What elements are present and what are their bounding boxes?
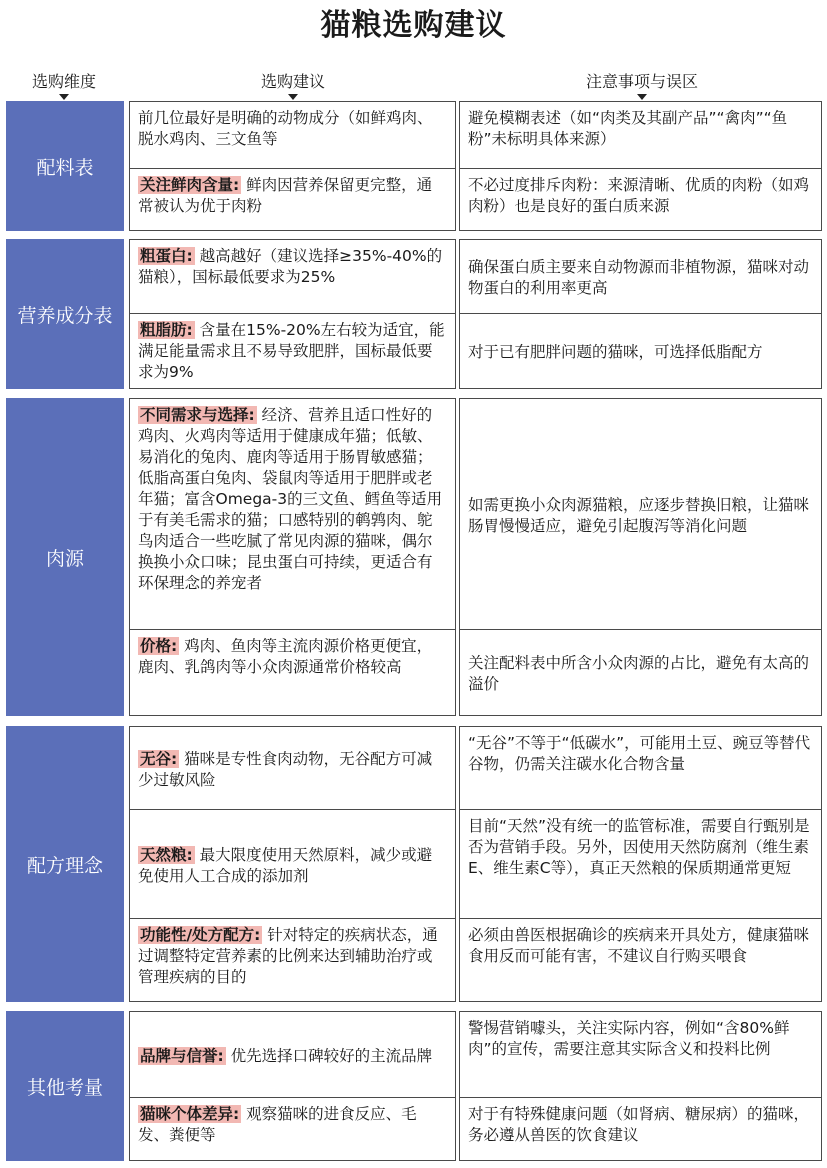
down-arrow-icon — [288, 94, 298, 100]
header-advice — [132, 70, 454, 94]
note-text: 不必过度排斥肉粉：来源清晰、优质的肉粉（如鸡肉粉）也是良好的蛋白质来源 — [468, 176, 810, 215]
highlight-label: 功能性/处方配方: — [140, 926, 261, 944]
note-cell — [459, 313, 822, 389]
note-text: 确保蛋白质主要来自动物源而非植物源，猫咪对动物蛋白的利用率更高 — [468, 258, 810, 297]
highlight-label: 不同需求与选择: — [140, 406, 255, 424]
advice-text: 猫咪是专性食肉动物，无谷配方可减少过敏风险 — [138, 749, 433, 789]
highlight-label: 粗脂肪: — [140, 321, 193, 339]
note-text: 警惕营销噱头，关注实际内容，例如“含80%鲜肉”的宣传，需要注意其实际含义和投料比例 — [468, 1019, 790, 1058]
highlight-label: 粗蛋白: — [140, 247, 193, 265]
note-cell — [459, 398, 822, 631]
note-cell — [459, 101, 822, 170]
advice-text: 优先选择口碑较好的主流品牌 — [225, 1046, 433, 1065]
advice-text: 针对特定的疾病状态，通过调整特定营养素的比例来达到辅助治疗或管理疾病的目的 — [138, 926, 438, 986]
note-cell — [459, 239, 822, 315]
highlight-label: 天然粮: — [140, 845, 193, 864]
category-ingredients: 配料表 — [6, 101, 124, 231]
header-dimension — [8, 70, 120, 94]
note-cell — [459, 918, 822, 1002]
advice-text: 越高越好（建议选择≥35%-40%的猫粮），国标最低要求为25% — [138, 247, 443, 286]
note-cell — [459, 629, 822, 716]
advice-cell — [129, 398, 456, 631]
header-advice-label: 选购建议 — [260, 72, 325, 91]
category-formula: 配方理念 — [6, 726, 124, 1002]
down-arrow-icon — [637, 94, 647, 100]
note-text: “无谷”不等于“低碳水”，可能用土豆、豌豆等替代谷物，仍需关注碳水化合物含量 — [468, 734, 811, 773]
category-meat-source: 肉源 — [6, 398, 124, 716]
highlight-label: 猫咪个体差异: — [140, 1105, 240, 1123]
note-text: 对于已有肥胖问题的猫咪，可选择低脂配方 — [468, 342, 763, 361]
note-text: 对于有特殊健康问题（如肾病、糖尿病）的猫咪，务必遵从兽医的饮食建议 — [468, 1105, 810, 1144]
category-other: 其他考量 — [6, 1011, 124, 1161]
note-cell — [459, 1011, 822, 1099]
note-text: 必须由兽医根据确诊的疾病来开具处方，健康猫咪食用反而可能有害，不建议自行购买喂食 — [468, 926, 810, 965]
note-text: 关注配料表中所含小众肉源的占比，避免有太高的溢价 — [468, 653, 810, 693]
advice-text: 经济、营养且适口性好的鸡肉、火鸡肉等适用于健康成年猫；低敏、易消化的兔肉、鹿肉等适用于肠胃敏感猫；低脂高蛋白兔肉、袋鼠肉等适用于肥胖或老年猫；富含Omega-3的三文鱼、鳕鱼等适用于有美毛需求的猫；口感特别的鹌鹑肉、鸵鸟肉适合一些吃腻了常见肉源的猫咪，偶尔换换小众口味；昆虫蛋白可持续，更适合有环保理念的养宠者 — [138, 406, 443, 592]
advice-text: 含量在15%-20%左右较为适宜，能满足能量需求且不易导致肥胖，国标最低要求为9% — [138, 321, 445, 381]
page-title: 猫粮选购建议 — [320, 8, 507, 43]
header-dimension-label: 选购维度 — [31, 72, 96, 91]
advice-cell — [129, 1097, 456, 1161]
note-cell — [459, 168, 822, 231]
note-text: 目前“天然”没有统一的监管标准，需要自行甄别是否为营销手段。另外，因使用天然防腐剂（维生素E、维生素C等），真正天然粮的保质期通常更短 — [468, 817, 810, 877]
advice-cell — [129, 101, 456, 170]
note-text: 如需更换小众肉源猫粮，应逐步替换旧粮，让猫咪肠胃慢慢适应，避免引起腹泻等消化问题 — [468, 495, 810, 535]
advice-text: 鸡肉、鱼肉等主流肉源价格更便宜，鹿肉、乳鸽肉等小众肉源通常价格较高 — [138, 637, 433, 676]
highlight-label: 关注鲜肉含量: — [140, 176, 240, 194]
advice-cell — [129, 313, 456, 389]
note-cell — [459, 1097, 822, 1161]
advice-cell — [129, 168, 456, 231]
note-text: 避免模糊表述（如“肉类及其副产品”“禽肉”“鱼粉”未标明具体来源） — [468, 109, 788, 148]
highlight-label: 无谷: — [140, 749, 178, 768]
note-cell — [459, 726, 822, 811]
note-cell — [459, 809, 822, 920]
advice-cell — [129, 629, 456, 716]
category-nutrition: 营养成分表 — [6, 239, 124, 389]
advice-cell — [129, 918, 456, 1002]
advice-cell — [129, 726, 456, 811]
header-notes — [462, 70, 822, 94]
advice-text: 观察猫咪的进食反应、毛发、粪便等 — [138, 1105, 417, 1144]
header-notes-label: 注意事项与误区 — [585, 72, 698, 91]
advice-cell — [129, 809, 456, 920]
advice-text: 前几位最好是明确的动物成分（如鲜鸡肉、脱水鸡肉、三文鱼等 — [138, 109, 433, 148]
highlight-label: 品牌与信誉: — [140, 1046, 224, 1065]
advice-cell — [129, 1011, 456, 1099]
highlight-label: 价格: — [140, 637, 178, 655]
down-arrow-icon — [59, 94, 69, 100]
advice-text: 鲜肉因营养保留更完整，通常被认为优于肉粉 — [138, 176, 433, 215]
advice-text: 最大限度使用天然原料，减少或避免使用人工合成的添加剂 — [138, 845, 433, 885]
advice-cell — [129, 239, 456, 315]
